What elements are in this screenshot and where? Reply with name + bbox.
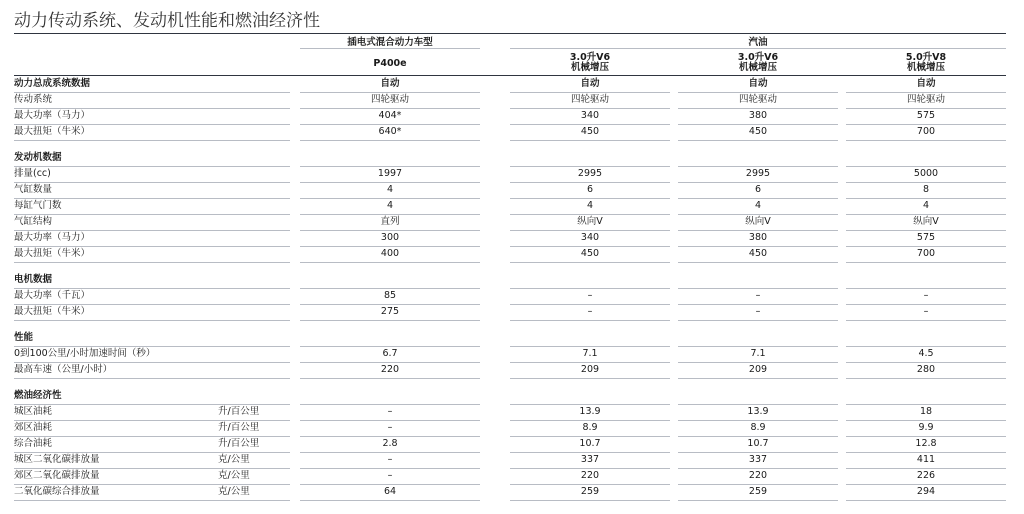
row-divider [300,124,480,125]
page-title: 动力传动系统、发动机性能和燃油经济性 [14,11,320,31]
row-divider [510,404,670,405]
row-divider [14,436,290,437]
cell-value: 四轮驱动 [570,94,609,105]
row-divider [846,436,1006,437]
row-divider [510,452,670,453]
cell-value: 纵向V [745,216,771,227]
cell-value: 280 [916,364,936,375]
row-divider [678,198,838,199]
row-label: 最大扭矩（牛米） [14,248,91,259]
cell-value: 12.8 [915,438,937,449]
cell-value: 7.1 [750,348,766,359]
cell-value: – [755,290,761,301]
row-divider [678,468,838,469]
row-divider [846,404,1006,405]
row-label: 城区二氧化碳排放量 [14,454,100,465]
cell-value: 294 [916,486,936,497]
cell-value: 340 [580,232,600,243]
row-divider [14,262,290,263]
cell-value: 13.9 [747,406,769,417]
row-divider [678,182,838,183]
cell-value: – [587,306,593,317]
row-divider [678,404,838,405]
cell-value: 纵向V [577,216,603,227]
row-divider [14,140,290,141]
cell-value: 4 [386,200,394,211]
cell-value: 640* [378,126,402,137]
cell-value: 259 [748,486,768,497]
header-rule [14,33,1006,34]
row-divider [14,214,290,215]
cell-value: 411 [916,454,936,465]
row-divider [846,346,1006,347]
row-divider [14,108,290,109]
cell-value: 700 [916,248,936,259]
row-divider [14,500,290,501]
row-divider [678,262,838,263]
cell-value: – [923,306,929,317]
row-divider [300,262,480,263]
row-divider [678,304,838,305]
cell-value: 四轮驱动 [906,94,945,105]
cell-value: 209 [748,364,768,375]
row-divider [510,198,670,199]
row-divider [300,108,480,109]
row-label: 二氧化碳综合排放量 [14,486,100,497]
row-divider [510,140,670,141]
cell-value: 纵向V [913,216,939,227]
row-divider [300,182,480,183]
row-divider [510,420,670,421]
row-divider [300,304,480,305]
row-divider [846,452,1006,453]
row-label: 气缸结构 [14,216,53,227]
cell-value: – [923,290,929,301]
cell-value: 2.8 [382,438,398,449]
row-divider [14,198,290,199]
cell-value: 8 [922,184,930,195]
row-unit: 克/公里 [218,486,250,497]
cell-value: 400 [380,248,400,259]
cell-value: – [755,306,761,317]
row-divider [510,500,670,501]
row-divider [846,320,1006,321]
cell-value: 1997 [377,168,403,179]
row-divider [846,198,1006,199]
cell-value: 575 [916,110,936,121]
model-subname: 机械增压 [570,62,609,73]
row-divider [14,484,290,485]
cell-value: – [387,470,393,481]
row-divider [678,484,838,485]
row-divider [300,362,480,363]
row-divider [510,214,670,215]
section-title: 性能 [14,332,34,343]
row-divider [846,304,1006,305]
row-divider [510,182,670,183]
row-divider [14,452,290,453]
section-title: 发动机数据 [14,152,62,163]
row-divider [846,230,1006,231]
row-divider [300,420,480,421]
model-name: 3.0升V6 [569,52,611,63]
cell-value: 直列 [380,216,400,227]
row-label: 每缸气门数 [14,200,62,211]
row-divider [846,378,1006,379]
row-divider [510,230,670,231]
cell-value: 9.9 [918,422,934,433]
cell-value: 4.5 [918,348,934,359]
row-divider [846,246,1006,247]
row-label: 排量(cc) [14,168,51,179]
cell-value: 10.7 [579,438,601,449]
row-divider [846,484,1006,485]
row-divider [510,378,670,379]
row-divider [678,320,838,321]
row-divider [300,92,480,93]
model-name: 5.0升V8 [905,52,947,63]
row-divider [846,92,1006,93]
cell-value: 8.9 [582,422,598,433]
row-divider [510,346,670,347]
row-divider [678,230,838,231]
row-divider [300,288,480,289]
row-divider [300,500,480,501]
cell-value: 4 [586,200,594,211]
row-divider [678,108,838,109]
row-divider [846,124,1006,125]
cell-value: 275 [380,306,400,317]
row-divider [678,436,838,437]
row-divider [678,166,838,167]
row-divider [678,246,838,247]
row-label: 最大扭矩（牛米） [14,306,91,317]
row-divider [300,404,480,405]
row-divider [846,214,1006,215]
row-divider [14,124,290,125]
cell-value: 4 [922,200,930,211]
row-label: 0到100公里/小时加速时间（秒） [14,348,156,359]
row-divider [14,346,290,347]
cell-value: 700 [916,126,936,137]
row-unit: 升/百公里 [218,406,260,417]
row-label: 最大功率（马力） [14,232,91,243]
cell-value: 220 [748,470,768,481]
cell-value: 226 [916,470,936,481]
cell-value: 6 [754,184,762,195]
row-divider [510,288,670,289]
model-name: P400e [373,58,407,69]
row-label: 传动系统 [14,94,53,105]
model-subname: 机械增压 [906,62,945,73]
cell-value: 450 [580,126,600,137]
row-divider [510,468,670,469]
group-header-hybrid: 插电式混合动力车型 [347,37,433,48]
row-label: 郊区二氧化碳排放量 [14,470,100,481]
section-header-value: 自动 [916,78,936,89]
row-divider [300,230,480,231]
row-divider [678,288,838,289]
row-label: 城区油耗 [14,406,53,417]
row-unit: 克/公里 [218,470,250,481]
cell-value: – [387,422,393,433]
row-divider [510,166,670,167]
cell-value: 2995 [745,168,771,179]
row-divider [678,124,838,125]
row-divider [846,362,1006,363]
cell-value: 四轮驱动 [370,94,409,105]
cell-value: 85 [383,290,397,301]
cell-value: 4 [754,200,762,211]
cell-value: 380 [748,110,768,121]
row-divider [510,436,670,437]
row-divider [14,362,290,363]
row-divider [14,92,290,93]
cell-value: 300 [380,232,400,243]
section-title: 燃油经济性 [14,390,62,401]
row-divider [510,362,670,363]
row-divider [14,230,290,231]
row-divider [510,304,670,305]
row-divider [678,500,838,501]
cell-value: 380 [748,232,768,243]
cell-value: 337 [580,454,600,465]
cell-value: 四轮驱动 [738,94,777,105]
row-divider [678,346,838,347]
row-divider [510,484,670,485]
row-label: 最大扭矩（牛米） [14,126,91,137]
group-divider [300,48,480,49]
row-divider [510,320,670,321]
row-divider [678,140,838,141]
row-divider [14,320,290,321]
row-divider [14,404,290,405]
row-divider [14,166,290,167]
row-divider [300,436,480,437]
row-divider [14,288,290,289]
cell-value: 6.7 [382,348,398,359]
row-divider [846,262,1006,263]
row-divider [846,166,1006,167]
row-divider [846,182,1006,183]
cell-value: 450 [748,126,768,137]
row-divider [300,198,480,199]
row-divider [846,108,1006,109]
model-rule [14,75,1006,76]
cell-value: 450 [580,248,600,259]
row-divider [678,214,838,215]
model-name: 3.0升V6 [737,52,779,63]
cell-value: 259 [580,486,600,497]
cell-value: 340 [580,110,600,121]
section-header-value: 自动 [580,78,600,89]
row-divider [14,304,290,305]
group-header-petrol: 汽油 [748,37,768,48]
row-label: 综合油耗 [14,438,53,449]
cell-value: – [387,454,393,465]
cell-value: 6 [586,184,594,195]
row-divider [14,182,290,183]
row-divider [510,124,670,125]
row-unit: 升/百公里 [218,438,260,449]
row-divider [678,420,838,421]
row-divider [510,246,670,247]
cell-value: 18 [919,406,933,417]
row-unit: 升/百公里 [218,422,260,433]
row-divider [300,378,480,379]
cell-value: 337 [748,454,768,465]
cell-value: – [387,406,393,417]
row-divider [846,420,1006,421]
row-label: 最高车速（公里/小时） [14,364,113,375]
cell-value: 8.9 [750,422,766,433]
cell-value: 220 [380,364,400,375]
row-divider [300,214,480,215]
cell-value: 575 [916,232,936,243]
cell-value: 220 [580,470,600,481]
cell-value: 2995 [577,168,603,179]
cell-value: 404* [378,110,402,121]
row-divider [678,452,838,453]
row-divider [300,246,480,247]
row-divider [510,262,670,263]
row-divider [14,420,290,421]
row-label: 最大功率（千瓦） [14,290,91,301]
cell-value: 450 [748,248,768,259]
cell-value: 10.7 [747,438,769,449]
section-header-value: 自动 [380,78,400,89]
cell-value: – [587,290,593,301]
row-divider [300,346,480,347]
row-divider [846,288,1006,289]
row-divider [300,452,480,453]
row-unit: 克/公里 [218,454,250,465]
group-divider [510,48,1006,49]
cell-value: 4 [386,184,394,195]
section-title: 电机数据 [14,274,53,285]
row-divider [300,468,480,469]
row-divider [510,92,670,93]
row-divider [678,378,838,379]
row-divider [678,362,838,363]
row-divider [846,140,1006,141]
row-divider [300,166,480,167]
section-title: 动力总成系统数据 [14,78,91,89]
row-divider [14,246,290,247]
row-divider [14,378,290,379]
cell-value: 209 [580,364,600,375]
row-divider [846,468,1006,469]
row-divider [846,500,1006,501]
row-divider [678,92,838,93]
section-header-value: 自动 [748,78,768,89]
cell-value: 13.9 [579,406,601,417]
row-divider [510,108,670,109]
row-divider [14,468,290,469]
model-subname: 机械增压 [738,62,777,73]
cell-value: 64 [383,486,397,497]
row-label: 最大功率（马力） [14,110,91,121]
row-divider [300,140,480,141]
row-divider [300,484,480,485]
cell-value: 5000 [913,168,939,179]
cell-value: 7.1 [582,348,598,359]
row-divider [300,320,480,321]
row-label: 郊区油耗 [14,422,53,433]
row-label: 气缸数量 [14,184,53,195]
